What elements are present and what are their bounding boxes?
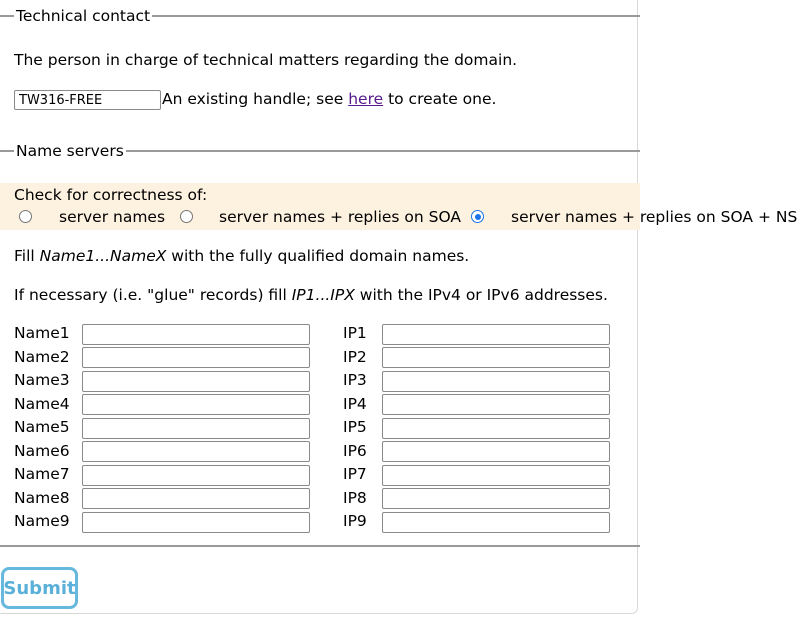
fill-names-pre: Fill — [14, 247, 40, 265]
name-label: Name8 — [14, 488, 70, 507]
option-server-names-soa-ns-label: server names + replies on SOA + NS — [511, 208, 797, 226]
ip-input[interactable] — [382, 347, 610, 368]
ip-label: IP8 — [343, 488, 367, 507]
name-input[interactable] — [82, 418, 310, 439]
radio-server-names-soa-ns[interactable] — [471, 210, 484, 223]
check-correctness-label: Check for correctness of: — [14, 186, 208, 204]
name-label: Name7 — [14, 465, 70, 483]
ip-label: IP3 — [343, 371, 367, 389]
fill-names-post: with the fully qualified domain names. — [166, 247, 470, 265]
ip-input[interactable] — [382, 441, 610, 462]
create-handle-link[interactable]: here — [348, 90, 384, 108]
name-input[interactable] — [82, 347, 310, 368]
handle-hint-before: An existing handle; see — [162, 90, 349, 108]
ip-label: IP9 — [343, 512, 367, 530]
name-input[interactable] — [82, 465, 310, 486]
glue-post: with the IPv4 or IPv6 addresses. — [354, 286, 608, 304]
ip-input[interactable] — [382, 512, 610, 533]
name-input[interactable] — [82, 371, 310, 392]
option-server-names-soa-label: server names + replies on SOA — [219, 208, 462, 226]
name-label: Name3 — [14, 371, 70, 389]
name-label: Name5 — [14, 418, 70, 436]
check-correctness-bar — [0, 183, 797, 230]
name-input[interactable] — [82, 324, 310, 345]
option-server-names-label: server names — [59, 208, 166, 226]
name-label: Name6 — [14, 441, 70, 460]
radio-server-names[interactable] — [19, 210, 32, 223]
name-label: Name9 — [14, 512, 70, 530]
glue-em: IP1...IPX — [291, 286, 355, 304]
name-servers-legend: Name servers — [16, 142, 124, 160]
ip-input[interactable] — [382, 394, 610, 415]
ip-label: IP5 — [343, 418, 367, 436]
ip-label: IP4 — [343, 394, 367, 413]
fill-names-instruction — [14, 246, 469, 266]
handle-hint — [162, 89, 496, 109]
ip-label: IP1 — [343, 324, 367, 342]
ip-input[interactable] — [382, 418, 610, 439]
ip-input[interactable] — [382, 465, 610, 486]
glue-instruction — [14, 285, 608, 305]
name-input[interactable] — [82, 512, 310, 533]
technical-handle-input[interactable] — [14, 90, 161, 110]
technical-contact-legend: Technical contact — [16, 7, 151, 25]
name-label: Name4 — [14, 394, 70, 413]
radio-server-names-soa[interactable] — [180, 210, 193, 223]
submit-button[interactable]: Submit — [1, 567, 78, 609]
name-input[interactable] — [82, 488, 310, 509]
name-input[interactable] — [82, 394, 310, 415]
name-input[interactable] — [82, 441, 310, 462]
ip-label: IP2 — [343, 347, 367, 366]
name-label: Name2 — [14, 347, 70, 366]
handle-hint-after: to create one. — [383, 90, 497, 108]
glue-pre: If necessary (i.e. "glue" records) fill — [14, 286, 292, 304]
fill-names-em: Name1...NameX — [39, 247, 167, 265]
name-label: Name1 — [14, 324, 70, 342]
ip-label: IP7 — [343, 465, 367, 483]
technical-contact-description: The person in charge of technical matters regarding the domain. — [14, 51, 518, 69]
ip-input[interactable] — [382, 324, 610, 345]
ip-input[interactable] — [382, 371, 610, 392]
ip-label: IP6 — [343, 441, 367, 460]
ip-input[interactable] — [382, 488, 610, 509]
